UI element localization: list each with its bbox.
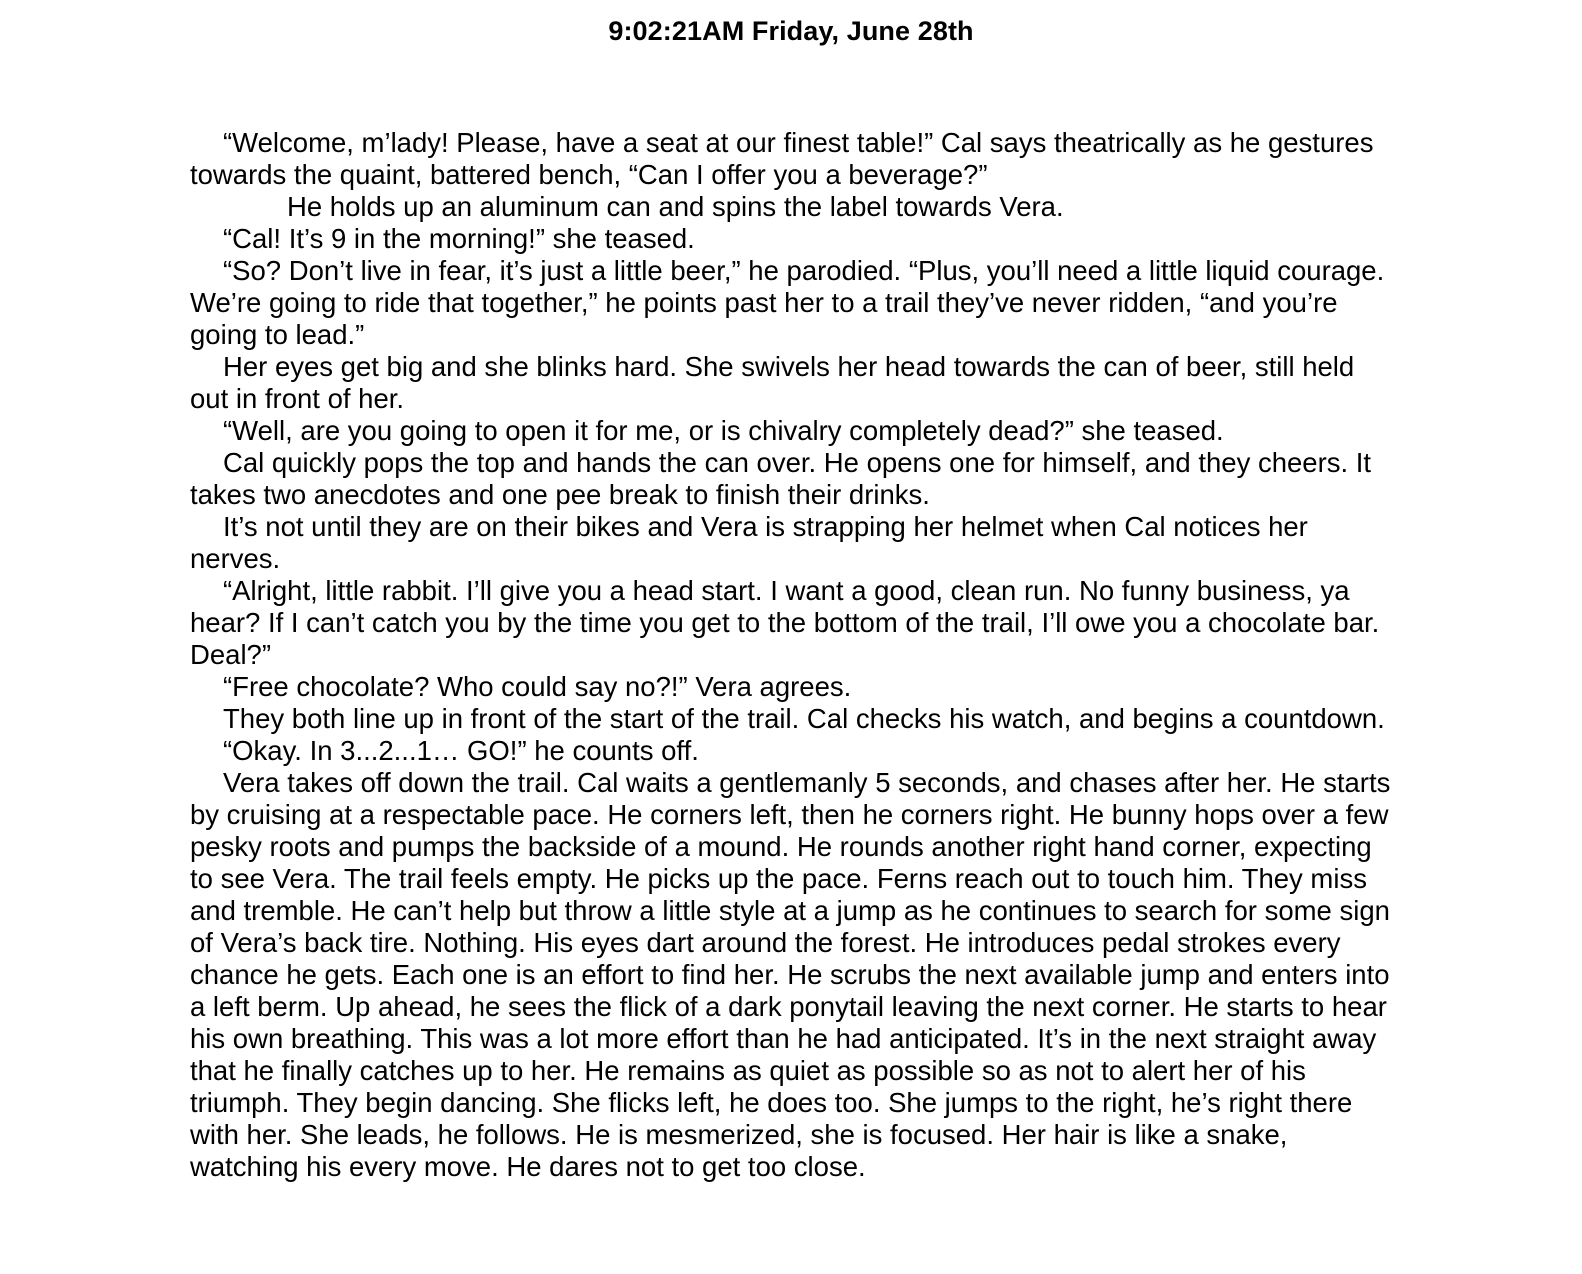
story-body <box>190 127 1390 1183</box>
page-title-timestamp: 9:02:21AM Friday, June 28th <box>608 16 974 46</box>
paragraph-free-chocolate: “Free chocolate? Who could say no?!” Vera agrees. <box>223 671 852 702</box>
paragraph-countdown: “Okay. In 3...2...1… GO!” he counts off. <box>223 735 699 766</box>
paragraph-chivalry: “Well, are you going to open it for me, or is chivalry completely dead?” she teased. <box>223 415 1224 446</box>
paragraph-pops-top: Cal quickly pops the top and hands the can over. He opens one for himself, and they cheers. It takes two anecdotes and one pee break to finish their drinks. <box>190 447 1372 510</box>
paragraph-chase: Vera takes off down the trail. Cal waits a gentlemanly 5 seconds, and chases after her. He starts by cruising at a respectable pace. He corners left, then he corners right. He bunny hops over a few pesky roots and pumps the backside of a mound. He rounds another right hand corner, expecting to see Vera. The trail feels empty. He picks up the pace. Ferns reach out to touch him. They miss and tremble. He can’t help but throw a little style at a jump as he continues to search for some sign of Vera’s back tire. Nothing. His eyes dart around the forest. He introduces pedal strokes every chance he gets. Each one is an effort to find her. He scrubs the next available jump and enters into a left berm. Up ahead, he sees the flick of a dark ponytail leaving the next corner. He starts to hear his own breathing. This was a lot more effort than he had anticipated. It’s in the next straight away that he finally catches up to her. He remains as quiet as possible so as not to alert her of his triumph. They begin dancing. She flicks left, he does too. She jumps to the right, he’s right there with her. She leads, he follows. He is mesmerized, she is focused. Her hair is like a snake, watching his every move. He dares not to get too close. <box>190 767 1391 1182</box>
paragraph-little-rabbit: “Alright, little rabbit. I’ll give you a head start. I want a good, clean run. No funny business, ya hear? If I can’t catch you by the time you get to the bottom of the trail, I’ll owe you a chocolate bar. Deal?” <box>190 575 1380 670</box>
paragraph-aluminum-can: He holds up an aluminum can and spins the label towards Vera. <box>287 191 1064 222</box>
paragraph-eyes-big: Her eyes get big and she blinks hard. She swivels her head towards the can of beer, still held out in front of her. <box>190 351 1355 414</box>
paragraph-welcome: “Welcome, m’lady! Please, have a seat at our finest table!” Cal says theatrically as he gestures towards the quaint, battered bench, “Can I offer you a beverage?” <box>190 127 1374 190</box>
paragraph-morning: “Cal! It’s 9 in the morning!” she teased. <box>223 223 695 254</box>
paragraph-nerves: It’s not until they are on their bikes and Vera is strapping her helmet when Cal notices her nerves. <box>190 511 1308 574</box>
paragraph-liquid-courage: “So? Don’t live in fear, it’s just a little beer,” he parodied. “Plus, you’ll need a little liquid courage. We’re going to ride that together,” he points past her to a trail they’ve never ridden, “and you’re going to lead.” <box>190 255 1385 350</box>
paragraph-line-up: They both line up in front of the start of the trail. Cal checks his watch, and begins a countdown. <box>223 703 1385 734</box>
